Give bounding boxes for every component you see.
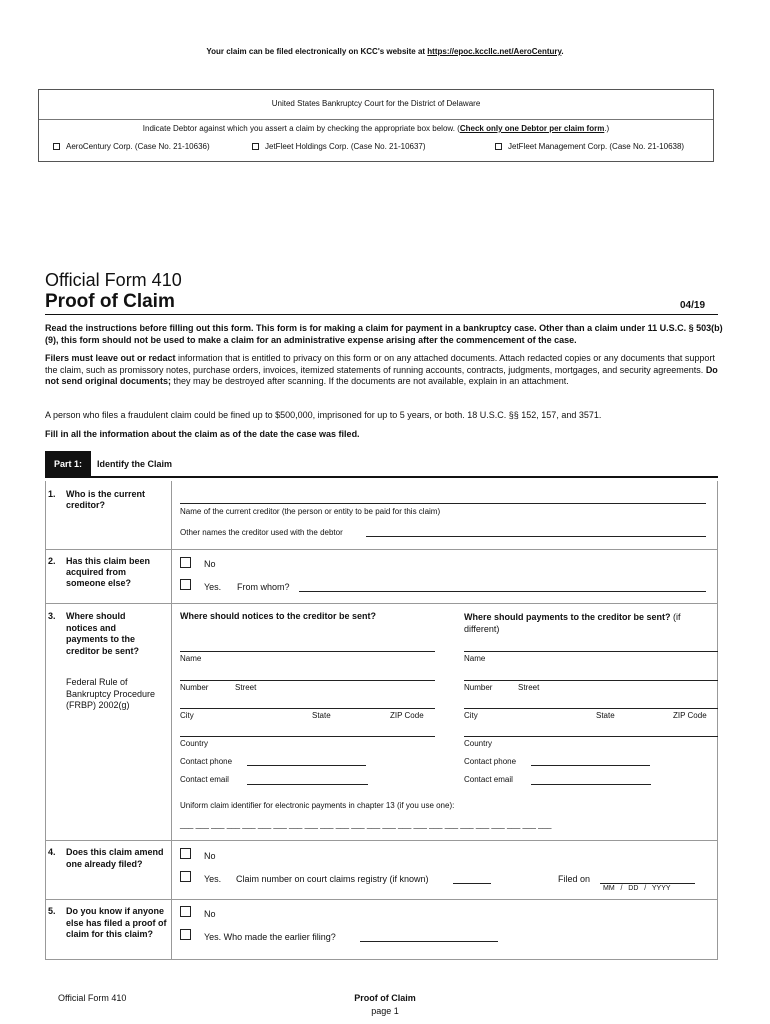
payment-city-field[interactable]	[464, 708, 718, 709]
form-title: Proof of Claim	[45, 291, 175, 312]
q3-number: 3.	[48, 611, 56, 621]
q5-no-label: No	[204, 909, 216, 919]
uci-label: Uniform claim identifier for electronic payments in chapter 13 (if you use one):	[180, 801, 455, 810]
part1-header	[45, 451, 718, 478]
payment-number-caption: Number	[464, 683, 493, 692]
q5-number: 5.	[48, 906, 56, 916]
notices-heading: Where should notices to the creditor be sent?	[180, 611, 377, 621]
q5-no-checkbox[interactable]	[180, 906, 191, 917]
q3-label: Where should notices and payments to the creditor be sent?	[66, 611, 140, 656]
q5-label: Do you know if anyone else has filed a proof of claim for this claim?	[66, 906, 167, 939]
form-version: 04/19	[680, 300, 706, 311]
other-names-field[interactable]	[366, 536, 706, 537]
filed-on-label: Filed on	[558, 874, 591, 884]
payment-email-label: Contact email	[464, 775, 513, 784]
form-number: Official Form 410	[45, 270, 182, 290]
payment-name-field[interactable]	[464, 651, 718, 652]
payment-zip-caption: ZIP Code	[673, 711, 707, 720]
q4-no-label: No	[204, 851, 216, 861]
redaction-paragraph: Filers must leave out or redact information that is entitled to privacy on this form or on any attached documents. Attach redacted copies or any documents that support the claim, such as promissory notes, purchase orders, invoices, itemized statements of running accounts, contracts, judgments, mortgages, and security agreements. Do not send original documents; they may be destroyed after scanning. If the documents are not available, explain in an attachment.	[45, 353, 718, 386]
q4-yes-checkbox[interactable]	[180, 871, 191, 882]
q4-yes-label: Yes.	[204, 874, 222, 884]
notice-phone-label: Contact phone	[180, 757, 233, 766]
notice-street-field[interactable]	[180, 680, 435, 681]
creditor-name-caption: Name of the current creditor (the person or entity to be paid for this claim)	[180, 507, 441, 516]
footer-form-number: Official Form 410	[58, 993, 127, 1003]
debtor-option-aerocentury[interactable]: AeroCentury Corp. (Case No. 21-10636)	[53, 142, 210, 151]
earlier-filer-field[interactable]	[360, 941, 498, 942]
checkbox-icon[interactable]	[53, 143, 60, 150]
q2-no-checkbox[interactable]	[180, 557, 191, 568]
from-whom-label: From whom?	[237, 582, 290, 592]
notice-street-caption: Street	[235, 683, 257, 692]
q5-yes-label: Yes. Who made the earlier filing?	[204, 932, 336, 942]
q1-label: Who is the current creditor?	[66, 489, 146, 510]
claim-number-label: Claim number on court claims registry (if known)	[236, 874, 429, 884]
filed-on-date-field[interactable]	[600, 883, 695, 884]
from-whom-field[interactable]	[299, 591, 706, 592]
uci-field[interactable]: ___ ___ ___ ___ ___ ___ ___ ___ ___ ___ ___ ___ ___ ___ ___ ___ ___ ___ ___ ___ ___ ___ ___ ___	[180, 820, 552, 829]
payment-street-field[interactable]	[464, 680, 718, 681]
q2-number: 2.	[48, 556, 56, 566]
q2-no-label: No	[204, 559, 216, 569]
kcc-filing-link[interactable]: https://epoc.kccllc.net/AeroCentury	[427, 47, 562, 56]
notice-number-caption: Number	[180, 683, 209, 692]
payment-street-caption: Street	[518, 683, 540, 692]
payment-country-caption: Country	[464, 739, 493, 748]
debtor-option-jetfleet-holdings[interactable]: JetFleet Holdings Corp. (Case No. 21-10637)	[252, 142, 426, 151]
payment-name-caption: Name	[464, 654, 486, 663]
notice-name-caption: Name	[180, 654, 202, 663]
part1-title: Identify the Claim	[97, 459, 173, 469]
q2-label: Has this claim been acquired from someone else?	[66, 556, 151, 588]
checkbox-icon[interactable]	[495, 143, 502, 150]
court-name: United States Bankruptcy Court for the District of Delaware	[271, 99, 481, 108]
q2-yes-label: Yes.	[204, 582, 222, 592]
notice-name-field[interactable]	[180, 651, 435, 652]
q5-yes-checkbox[interactable]	[180, 929, 191, 940]
checkbox-icon[interactable]	[252, 143, 259, 150]
claim-number-field[interactable]	[453, 883, 491, 884]
debtor-instruction: Indicate Debtor against which you assert a claim by checking the appropriate box below. (Check only one Debtor per claim form.)	[142, 124, 610, 133]
electronic-filing-notice: Your claim can be filed electronically on KCC's website at https://epoc.kccllc.net/AeroCentury.	[206, 47, 564, 56]
date-format-hint: MM / DD / YYYY	[603, 885, 671, 892]
notice-city-caption: City	[180, 711, 194, 720]
notice-country-field[interactable]	[180, 736, 435, 737]
notice-zip-caption: ZIP Code	[390, 711, 424, 720]
notice-phone-field[interactable]	[247, 765, 366, 766]
frbp-reference: Federal Rule of Bankruptcy Procedure (FRBP) 2002(g)	[66, 677, 156, 710]
q4-no-checkbox[interactable]	[180, 848, 191, 859]
q2-yes-checkbox[interactable]	[180, 579, 191, 590]
fraud-warning: A person who files a fraudulent claim could be fined up to $500,000, imprisoned for up to 5 years, or both. 18 U.S.C. §§ 152, 157, and 3571.	[45, 410, 602, 420]
notice-state-caption: State	[312, 711, 331, 720]
other-names-label: Other names the creditor used with the debtor	[180, 528, 343, 537]
q1-number: 1.	[48, 489, 56, 499]
court-box	[38, 89, 714, 162]
payment-phone-label: Contact phone	[464, 757, 517, 766]
notice-email-label: Contact email	[180, 775, 229, 784]
payment-city-caption: City	[464, 711, 478, 720]
payments-heading: Where should payments to the creditor be sent? (if different)	[464, 612, 681, 634]
payment-country-field[interactable]	[464, 736, 718, 737]
q4-label: Does this claim amend one already filed?	[66, 847, 164, 869]
debtor-option-jetfleet-management[interactable]: JetFleet Management Corp. (Case No. 21-10638)	[495, 142, 684, 151]
q4-number: 4.	[48, 847, 56, 857]
payment-phone-field[interactable]	[531, 765, 650, 766]
payment-state-caption: State	[596, 711, 615, 720]
notice-email-field[interactable]	[247, 784, 368, 785]
notice-city-field[interactable]	[180, 708, 435, 709]
notice-country-caption: Country	[180, 739, 209, 748]
footer-page: page 1	[371, 1006, 399, 1016]
payment-email-field[interactable]	[531, 784, 651, 785]
footer-title: Proof of Claim	[354, 993, 416, 1003]
intro-paragraph: Read the instructions before filling out this form. This form is for making a claim for payment in a bankruptcy case. Other than a claim under 11 U.S.C. § 503(b)(9), this form should not be used to make a claim for an administrative expense arising after the commencement of the case.	[45, 323, 723, 345]
part1-tab: Part 1:	[45, 451, 91, 478]
creditor-name-field[interactable]	[180, 503, 706, 504]
fill-instruction: Fill in all the information about the claim as of the date the case was filed.	[45, 429, 360, 439]
